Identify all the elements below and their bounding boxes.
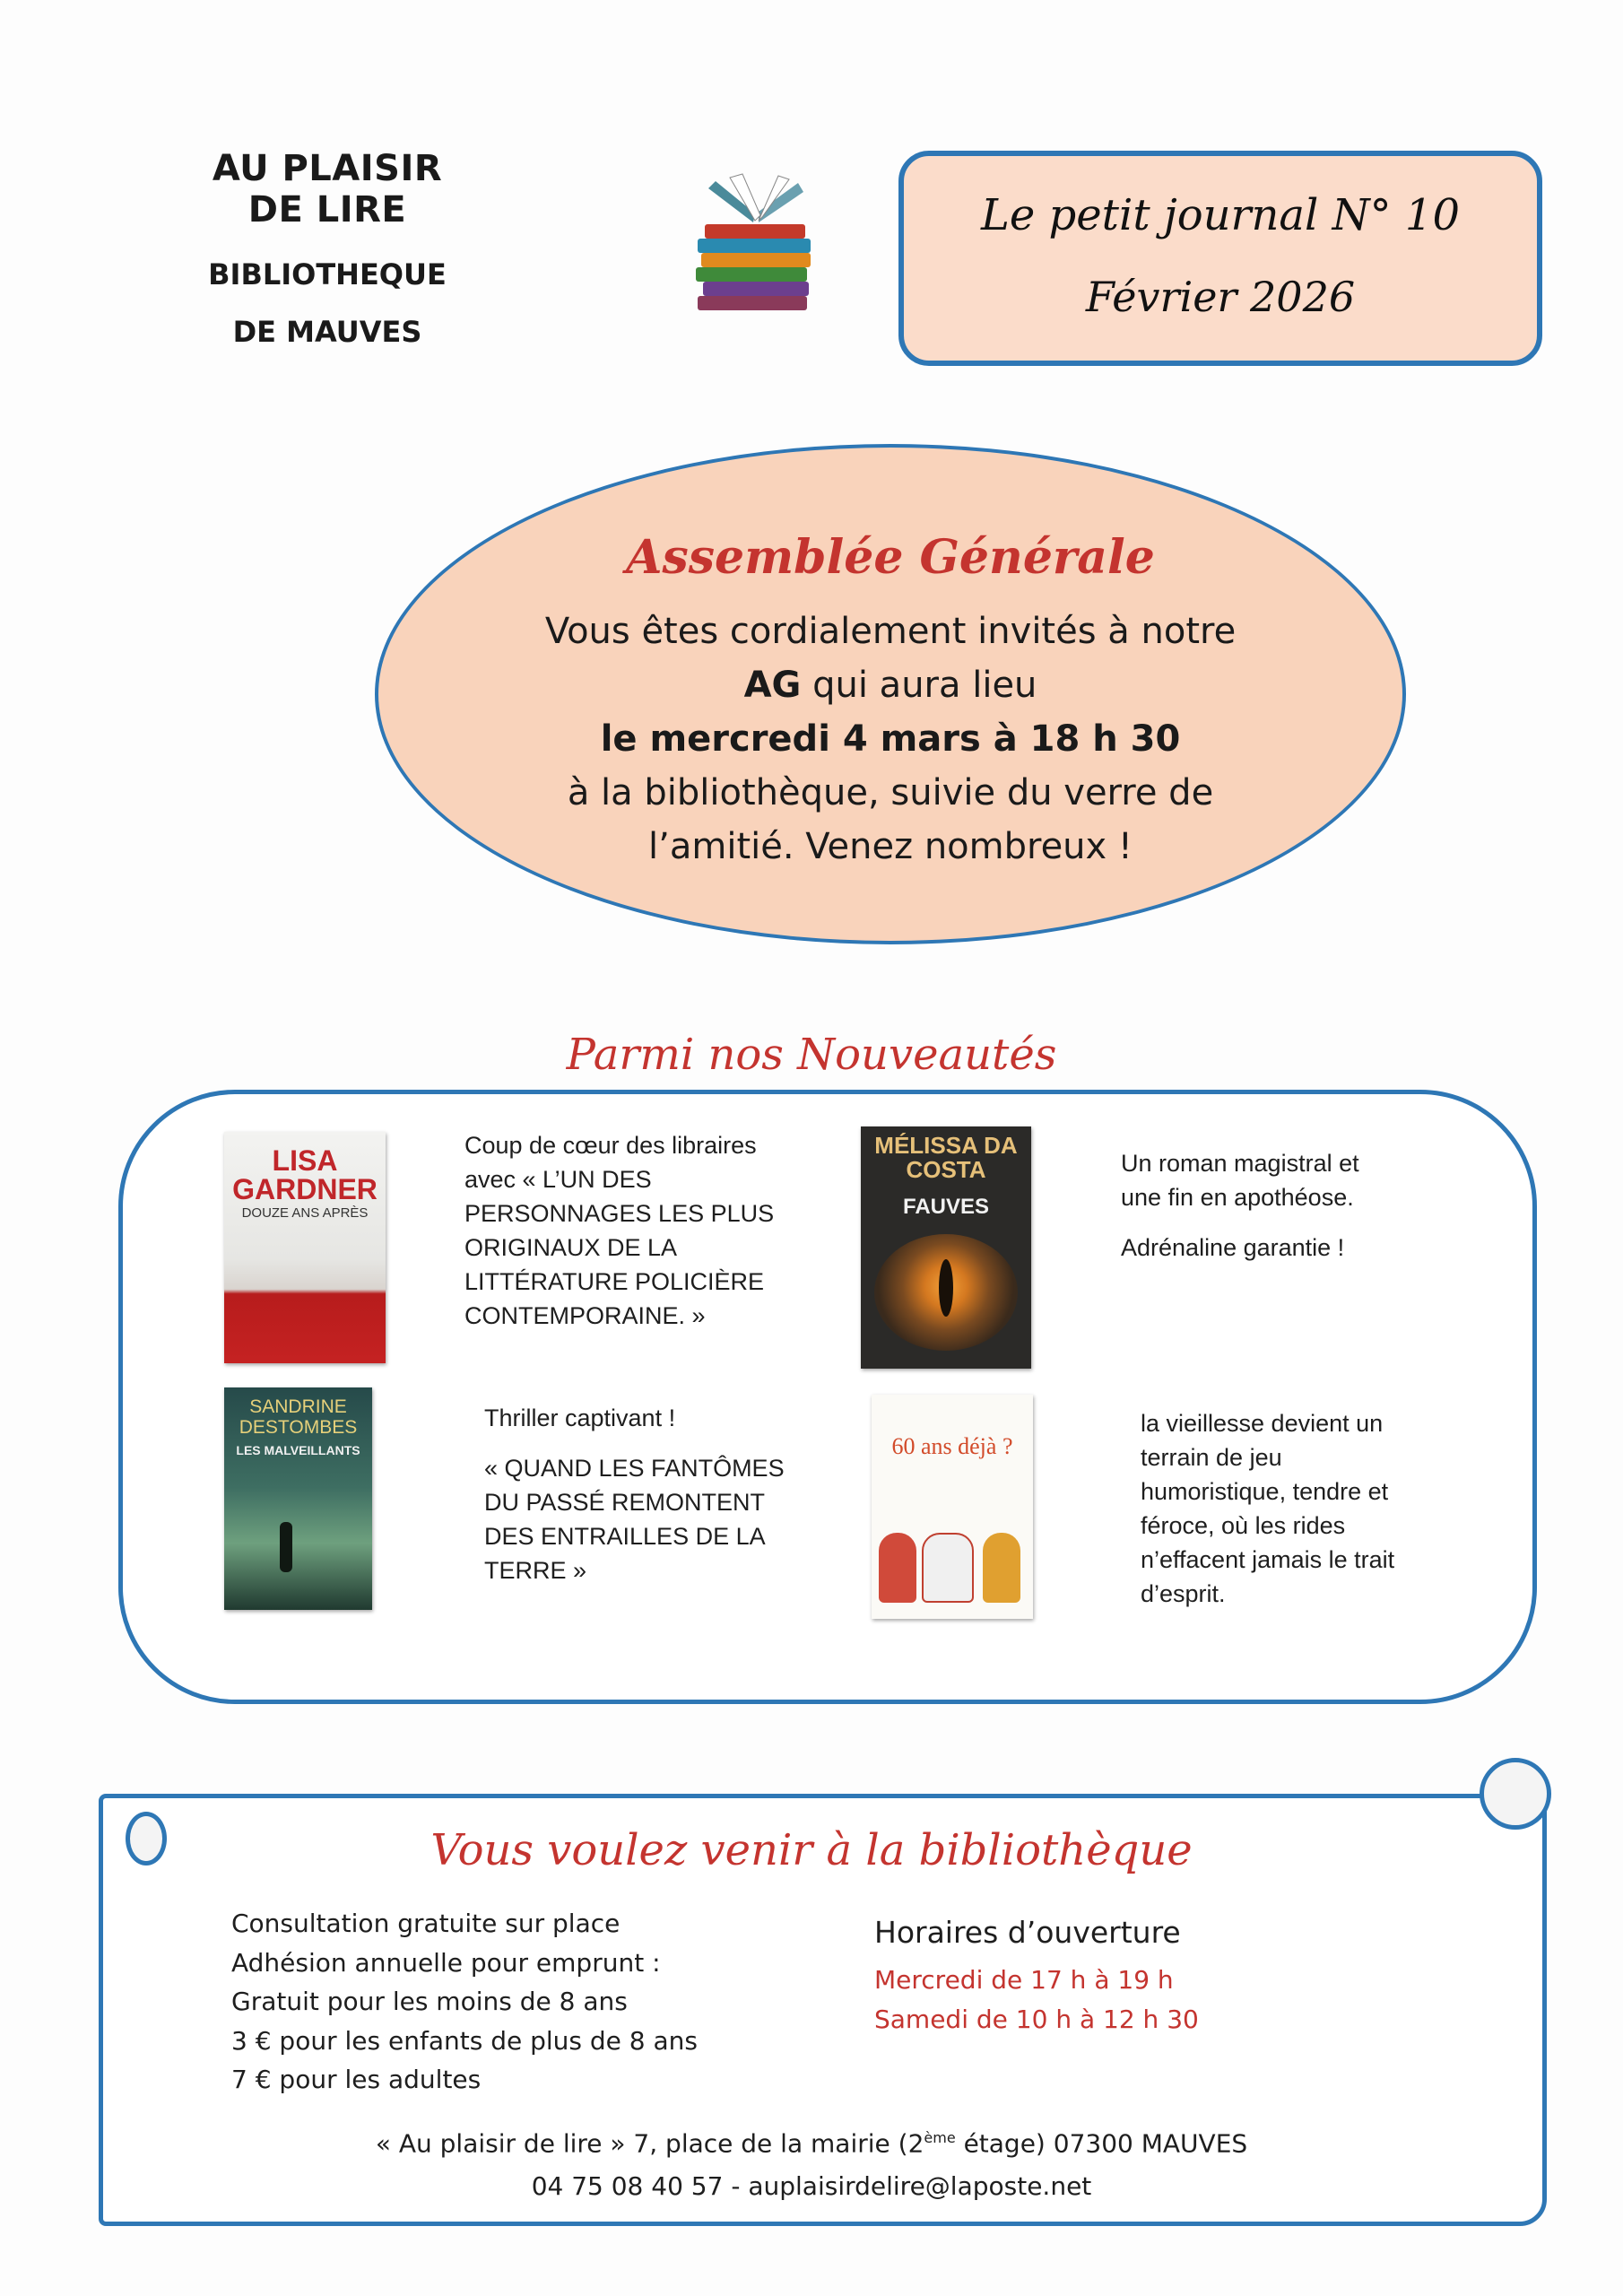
library-subtitle-2: DE MAUVES <box>232 315 422 349</box>
library-header <box>179 148 475 349</box>
assemblee-date: le mercredi 4 mars à 18 h 30 <box>600 718 1181 760</box>
membership-info <box>231 1904 698 2100</box>
book-blurb-2 <box>1121 1146 1390 1265</box>
address-start: « Au plaisir de lire » 7, place de la mairie (2 <box>375 2128 924 2159</box>
cover-title: FAUVES <box>902 1195 990 1219</box>
assemblee-ag-abbrev: AG <box>743 665 802 706</box>
blurb-text: la vieillesse devient un terrain de jeu humoristique, tendre et féroce, où les rides n’effacent jamais le trait d’esprit. <box>1141 1410 1395 1607</box>
library-name: AU PLAISIR DE LIRE <box>212 148 443 230</box>
book-cover-lisa-gardner <box>224 1132 386 1363</box>
cover-title: LES MALVEILLANTS <box>236 1443 360 1457</box>
books-stack-icon <box>690 170 825 314</box>
address-end: étage) 07300 MAUVES <box>955 2128 1248 2159</box>
assemblee-generale-oval <box>375 444 1406 944</box>
library-subtitle-1: BIBLIOTHEQUE <box>208 257 447 291</box>
info-line: 3 € pour les enfants de plus de 8 ans <box>231 2025 698 2056</box>
blurb-text: Adrénaline garantie ! <box>1121 1234 1345 1261</box>
assemblee-line-2: AG qui aura lieu <box>743 665 1037 706</box>
cover-title: 60 ans déjà ? <box>891 1433 1013 1459</box>
assemblee-line-4: à la bibliothèque, suivie du verre de <box>567 772 1214 813</box>
cover-character-illustration <box>922 1533 974 1603</box>
opening-hours <box>874 1915 1199 2039</box>
book-cover-sandrine-destombes <box>224 1387 372 1610</box>
library-address <box>0 2117 1623 2208</box>
cover-author: SANDRINE DESTOMBES <box>239 1396 358 1438</box>
blurb-text: Coup de cœur des libraires avec « L’UN DES PERSONNAGES LES PLUS ORIGINAUX DE LA LITTÉRATURE POLICIÈRE CONTEMPORAINE. » <box>464 1132 775 1329</box>
book-blurb-3 <box>484 1401 816 1587</box>
nouveautes-title: Parmi nos Nouveautés <box>566 1030 1057 1080</box>
cover-character-illustration <box>983 1533 1020 1603</box>
assemblee-title: Assemblée Générale <box>626 530 1155 585</box>
blurb-text: Un roman magistral et une fin en apothéose. <box>1121 1150 1359 1211</box>
journal-issue-box <box>898 151 1542 366</box>
opening-hours-line: Mercredi de 17 h à 19 h <box>874 1965 1174 1995</box>
assemblee-line-5: l’amitié. Venez nombreux ! <box>648 826 1133 867</box>
opening-hours-title: Horaires d’ouverture <box>874 1915 1181 1950</box>
info-line: Adhésion annuelle pour emprunt : <box>231 1947 661 1978</box>
cover-eye-illustration <box>874 1234 1018 1351</box>
cover-character-illustration <box>879 1533 916 1603</box>
journal-issue-date: Février 2026 <box>1085 273 1356 321</box>
scroll-curl-top-right <box>1480 1758 1551 1830</box>
blurb-text: « QUAND LES FANTÔMES DU PASSÉ REMONTENT DES ENTRAILLES DE LA TERRE » <box>484 1455 785 1584</box>
journal-issue-number: Le petit journal N° 10 <box>981 190 1460 240</box>
assemblee-line-1: Vous êtes cordialement invités à notre <box>544 611 1237 652</box>
blurb-text: Thriller captivant ! <box>484 1405 676 1431</box>
book-blurb-1 <box>464 1128 814 1333</box>
info-line: Gratuit pour les moins de 8 ans <box>231 1987 628 2016</box>
address-floor-suffix: ème <box>924 2129 956 2146</box>
contact-line: 04 75 08 40 57 - auplaisirdelire@laposte.net <box>531 2171 1092 2202</box>
book-cover-melissa-da-costa <box>861 1126 1031 1369</box>
opening-hours-line: Samedi de 10 h à 12 h 30 <box>874 2005 1199 2034</box>
book-cover-60-ans-deja <box>872 1395 1033 1619</box>
address-line <box>0 2117 1623 2165</box>
info-line: Consultation gratuite sur place <box>231 1909 621 1938</box>
book-blurb-4 <box>1141 1406 1401 1611</box>
info-line: 7 € pour les adultes <box>231 2065 482 2094</box>
cover-title: DOUZE ANS APRÈS <box>241 1205 369 1221</box>
cover-author: LISA GARDNER <box>232 1144 378 1205</box>
cover-author: MÉLISSA DA COSTA <box>874 1132 1018 1183</box>
visit-title: Vous voulez venir à la bibliothèque <box>430 1825 1193 1875</box>
cover-figure-illustration <box>280 1522 292 1572</box>
